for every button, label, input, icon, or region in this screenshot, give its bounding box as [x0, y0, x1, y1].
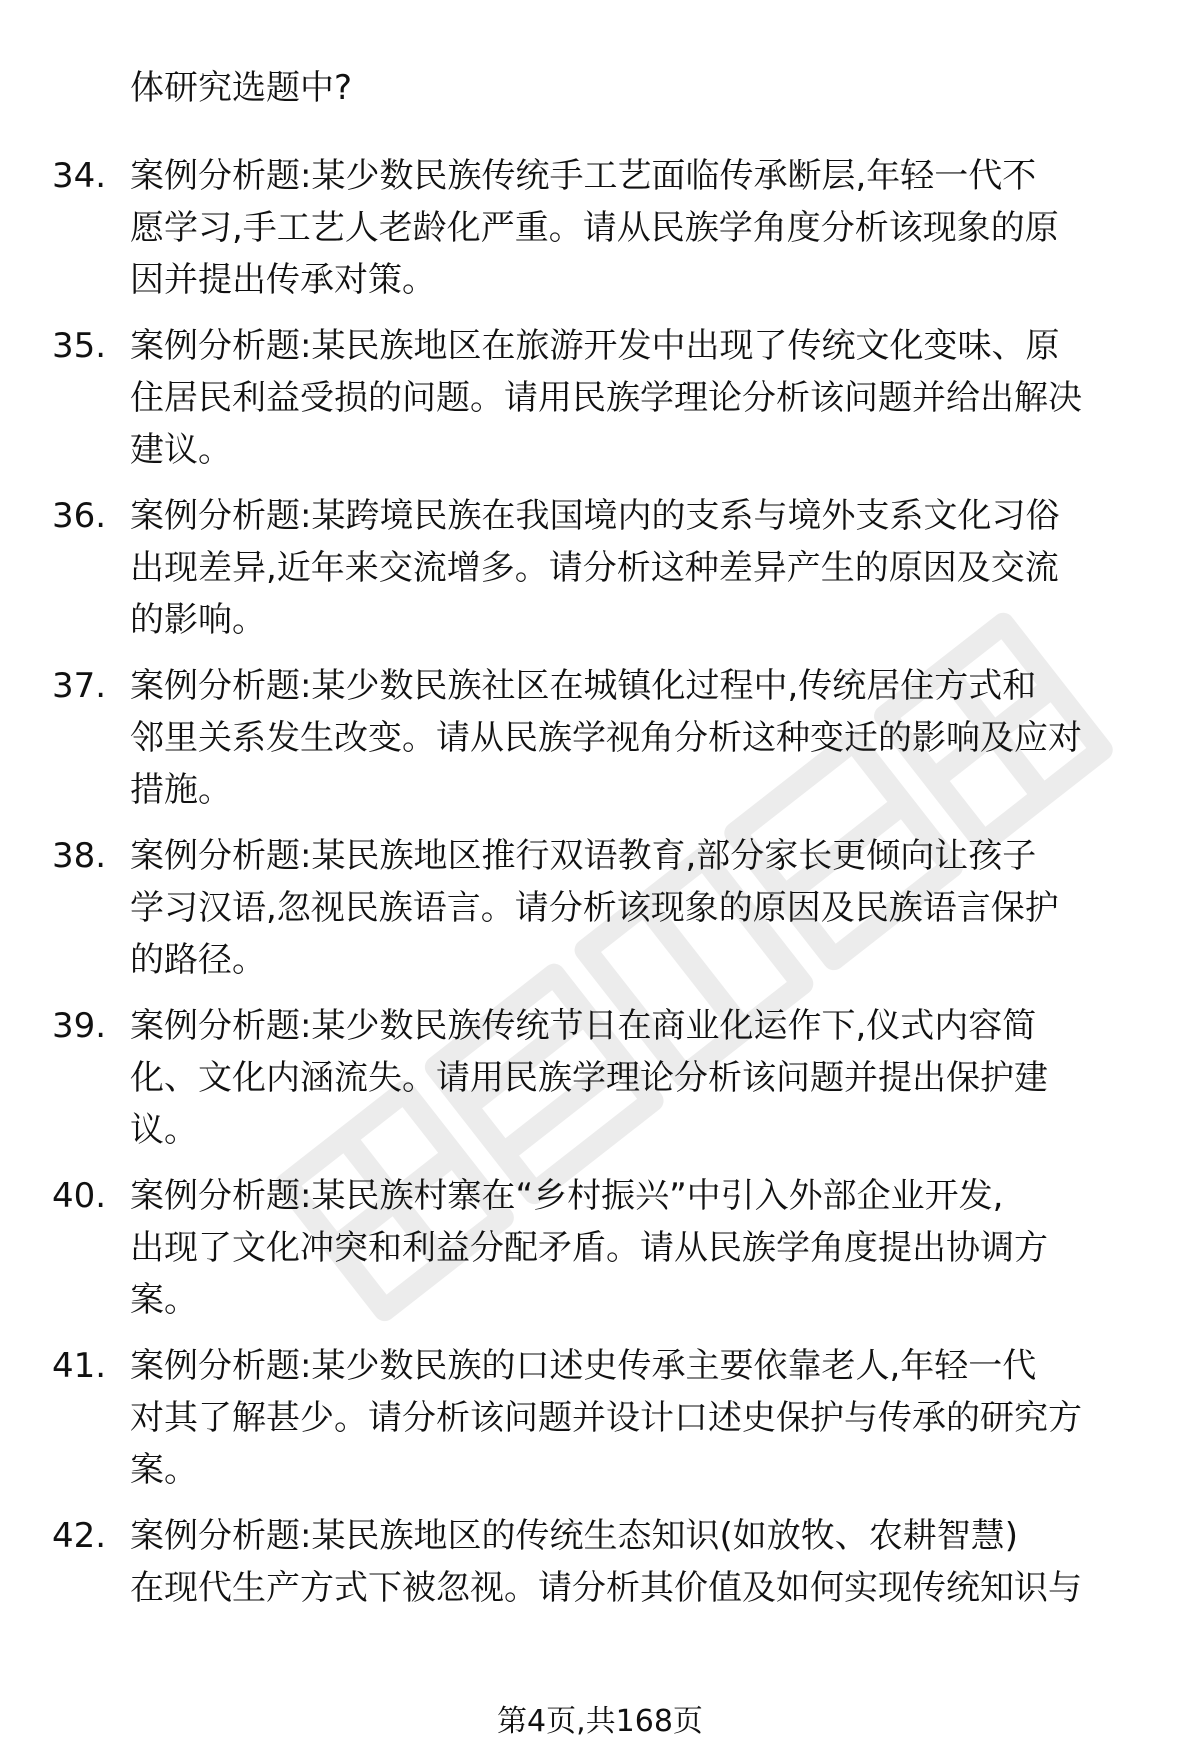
question-item-36	[0, 490, 1200, 650]
continuation-text: 体研究选题中?	[130, 68, 353, 108]
question-text-line: 案例分析题:某少数民族社区在城镇化过程中,传统居住方式和	[130, 666, 1037, 706]
question-item-35	[0, 320, 1200, 480]
question-number: 37.	[52, 666, 107, 706]
question-text-line: 愿学习,手工艺人老龄化严重。请从民族学角度分析该现象的原	[130, 208, 1059, 248]
question-item-42	[0, 1510, 1200, 1670]
question-number: 41.	[52, 1346, 107, 1386]
question-text-line: 出现了文化冲突和利益分配矛盾。请从民族学角度提出协调方	[130, 1228, 1048, 1268]
question-item-39	[0, 1000, 1200, 1160]
question-number: 40.	[52, 1176, 107, 1216]
question-text-line: 案例分析题:某跨境民族在我国境内的支系与境外支系文化习俗	[130, 496, 1060, 536]
question-text-line: 案。	[130, 1280, 198, 1320]
question-text-line: 住居民利益受损的问题。请用民族学理论分析该问题并给出解决	[130, 378, 1082, 418]
question-text-line: 建议。	[130, 430, 232, 470]
question-text-line: 在现代生产方式下被忽视。请分析其价值及如何实现传统知识与	[130, 1568, 1082, 1608]
question-number: 42.	[52, 1516, 107, 1556]
question-number: 39.	[52, 1006, 107, 1046]
question-text-line: 案例分析题:某民族地区在旅游开发中出现了传统文化变味、原	[130, 326, 1060, 366]
question-text-line: 案例分析题:某少数民族的口述史传承主要依靠老人,年轻一代	[130, 1346, 1037, 1386]
question-item-41	[0, 1340, 1200, 1500]
question-text-line: 对其了解甚少。请分析该问题并设计口述史保护与传承的研究方	[130, 1398, 1082, 1438]
question-item-40	[0, 1170, 1200, 1330]
question-text-line: 邻里关系发生改变。请从民族学视角分析这种变迁的影响及应对	[130, 718, 1082, 758]
question-text-line: 案例分析题:某民族地区推行双语教育,部分家长更倾向让孩子	[130, 836, 1037, 876]
question-text-line: 的路径。	[130, 940, 266, 980]
question-number: 36.	[52, 496, 107, 536]
question-text-line: 案例分析题:某民族地区的传统生态知识(如放牧、农耕智慧)	[130, 1516, 1018, 1556]
question-number: 35.	[52, 326, 107, 366]
question-text-line: 出现差异,近年来交流增多。请分析这种差异产生的原因及交流	[130, 548, 1059, 588]
question-text-line: 案例分析题:某少数民族传统节日在商业化运作下,仪式内容简	[130, 1006, 1037, 1046]
question-text-line: 的影响。	[130, 600, 266, 640]
question-item-34	[0, 150, 1200, 310]
question-text-line: 措施。	[130, 770, 232, 810]
question-text-line: 学习汉语,忽视民族语言。请分析该现象的原因及民族语言保护	[130, 888, 1059, 928]
question-number: 38.	[52, 836, 107, 876]
question-text-line: 案例分析题:某少数民族传统手工艺面临传承断层,年轻一代不	[130, 156, 1037, 196]
question-number: 34.	[52, 156, 107, 196]
question-text-line: 因并提出传承对策。	[130, 260, 436, 300]
question-text-line: 议。	[130, 1110, 198, 1150]
question-item-37	[0, 660, 1200, 820]
page-number-footer: 第4页,共168页	[497, 1704, 703, 1739]
question-text-line: 案例分析题:某民族村寨在“乡村振兴”中引入外部企业开发,	[130, 1176, 1004, 1216]
question-text-line: 案。	[130, 1450, 198, 1490]
question-text-line: 化、文化内涵流失。请用民族学理论分析该问题并提出保护建	[130, 1058, 1048, 1098]
question-item-38	[0, 830, 1200, 990]
